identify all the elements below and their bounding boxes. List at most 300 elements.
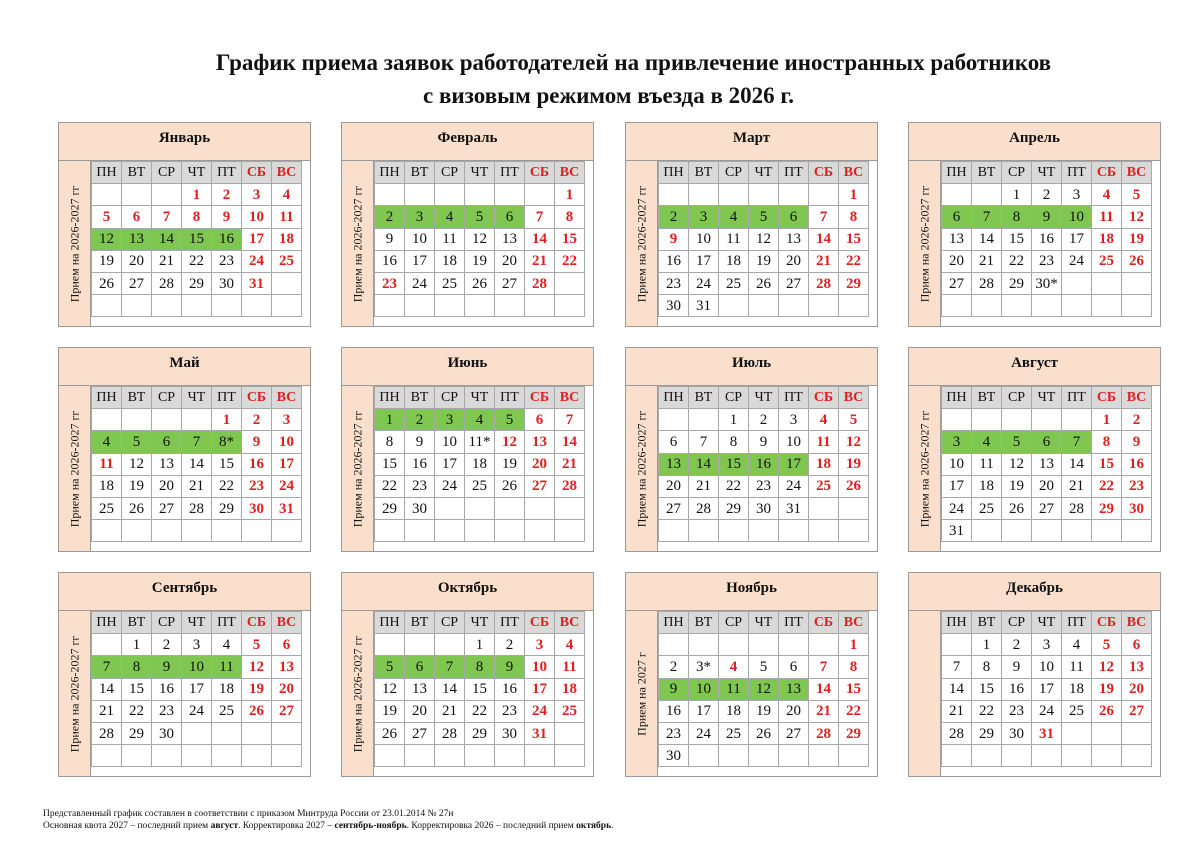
week-row: [375, 475, 585, 497]
empty-cell: [495, 745, 525, 767]
day-cell: 23: [405, 475, 435, 497]
empty-cell: [242, 295, 272, 317]
weekday-header: ВС: [839, 612, 869, 634]
day-cell: 27: [1122, 700, 1152, 722]
day-cell: 19: [839, 453, 869, 475]
day-cell: 12: [495, 431, 525, 453]
day-cell: 15: [122, 678, 152, 700]
empty-cell: [689, 520, 719, 542]
day-cell: 24: [689, 722, 719, 744]
empty-cell: [375, 634, 405, 656]
empty-cell: [122, 409, 152, 431]
day-cell: 31: [689, 295, 719, 317]
day-cell: 9: [212, 206, 242, 228]
day-cell: 16: [405, 453, 435, 475]
empty-cell: [525, 184, 555, 206]
day-cell: 17: [242, 228, 272, 250]
day-cell: 24: [435, 475, 465, 497]
week-row: [92, 250, 302, 272]
day-cell: 9: [659, 678, 689, 700]
month-name: Февраль: [342, 123, 593, 161]
week-row: [92, 634, 302, 656]
day-cell: 25: [1062, 700, 1092, 722]
day-cell: 30: [749, 497, 779, 519]
empty-cell: [719, 184, 749, 206]
day-cell: 31: [1032, 722, 1062, 744]
week-row: [92, 656, 302, 678]
weekday-header: ВТ: [122, 387, 152, 409]
page-subtitle: с визовым режимом въезда в 2026 г.: [423, 83, 794, 108]
empty-cell: [272, 520, 302, 542]
intake-period-label: [342, 386, 374, 551]
weekday-header: ВС: [839, 162, 869, 184]
day-cell: 14: [555, 431, 585, 453]
day-cell: 6: [1032, 431, 1062, 453]
intake-period-label: [59, 611, 91, 776]
day-cell: 18: [1092, 228, 1122, 250]
day-cell: 12: [122, 453, 152, 475]
day-cell: 26: [465, 272, 495, 294]
day-cell: 27: [272, 700, 302, 722]
week-row: [92, 206, 302, 228]
empty-cell: [1032, 295, 1062, 317]
day-cell: 21: [1062, 475, 1092, 497]
day-cell: 21: [525, 250, 555, 272]
empty-cell: [435, 184, 465, 206]
empty-cell: [525, 497, 555, 519]
weekday-header: ЧТ: [465, 162, 495, 184]
week-row: [942, 453, 1152, 475]
week-row: [375, 656, 585, 678]
day-cell: 19: [465, 250, 495, 272]
day-cell: 15: [1092, 453, 1122, 475]
day-cell: 16: [495, 678, 525, 700]
weekday-header: СР: [152, 162, 182, 184]
day-cell: 14: [92, 678, 122, 700]
day-cell: 8*: [212, 431, 242, 453]
week-row: [942, 228, 1152, 250]
weekday-header: ВТ: [405, 612, 435, 634]
day-cell: 9: [659, 228, 689, 250]
day-cell: 10: [1062, 206, 1092, 228]
day-cell: 5: [749, 656, 779, 678]
weekday-header: СР: [152, 387, 182, 409]
day-cell: 30: [242, 497, 272, 519]
day-cell: 14: [182, 453, 212, 475]
day-cell: 17: [525, 678, 555, 700]
week-row: [92, 475, 302, 497]
day-cell: 23: [212, 250, 242, 272]
day-cell: 28: [972, 272, 1002, 294]
day-cell: 5: [1002, 431, 1032, 453]
intake-period-text: Прием на 2026-2027 гг: [917, 185, 931, 302]
empty-cell: [212, 520, 242, 542]
footer-note: Представленный график составлен в соответствии с приказом Минтруда России от 23.01.2014 № 27н: [43, 809, 454, 819]
empty-cell: [779, 634, 809, 656]
day-cell: 11: [972, 453, 1002, 475]
empty-cell: [375, 745, 405, 767]
empty-cell: [1032, 409, 1062, 431]
week-row: [659, 678, 869, 700]
day-cell: 13: [272, 656, 302, 678]
day-cell: 13: [152, 453, 182, 475]
days-table: [941, 386, 1152, 542]
week-row: [659, 497, 869, 519]
day-cell: 7: [809, 656, 839, 678]
weekday-header: ВС: [555, 387, 585, 409]
weekday-header: ВС: [272, 612, 302, 634]
day-cell: 21: [182, 475, 212, 497]
day-cell: 26: [749, 722, 779, 744]
empty-cell: [272, 295, 302, 317]
month-name: Сентябрь: [59, 573, 310, 611]
day-cell: 1: [839, 634, 869, 656]
day-cell: 2: [495, 634, 525, 656]
intake-period-label: [342, 161, 374, 326]
day-cell: 4: [809, 409, 839, 431]
day-cell: 22: [839, 250, 869, 272]
weekday-header: ВС: [1122, 612, 1152, 634]
empty-cell: [182, 295, 212, 317]
empty-cell: [92, 409, 122, 431]
day-cell: 2: [659, 206, 689, 228]
empty-cell: [659, 634, 689, 656]
empty-cell: [942, 745, 972, 767]
day-cell: 29: [375, 497, 405, 519]
empty-cell: [1122, 722, 1152, 744]
day-cell: 16: [749, 453, 779, 475]
weekday-header: ЧТ: [749, 387, 779, 409]
day-cell: 6: [779, 656, 809, 678]
day-cell: 4: [719, 656, 749, 678]
day-cell: 6: [942, 206, 972, 228]
day-cell: 28: [809, 722, 839, 744]
day-cell: 11: [719, 678, 749, 700]
empty-cell: [92, 520, 122, 542]
day-cell: 17: [1062, 228, 1092, 250]
day-cell: 17: [942, 475, 972, 497]
day-cell: 3: [779, 409, 809, 431]
day-cell: 1: [122, 634, 152, 656]
day-cell: 13: [525, 431, 555, 453]
week-row: [942, 295, 1152, 317]
weekday-header: ВС: [272, 162, 302, 184]
day-cell: 20: [779, 250, 809, 272]
day-cell: 19: [749, 250, 779, 272]
empty-cell: [1062, 722, 1092, 744]
day-cell: 1: [1002, 184, 1032, 206]
empty-cell: [405, 295, 435, 317]
day-cell: 5: [242, 634, 272, 656]
day-cell: 10: [405, 228, 435, 250]
day-cell: 20: [525, 453, 555, 475]
empty-cell: [405, 745, 435, 767]
day-cell: 25: [1092, 250, 1122, 272]
week-row: [659, 634, 869, 656]
day-cell: 25: [92, 497, 122, 519]
empty-cell: [92, 184, 122, 206]
month-block: [341, 572, 594, 777]
days-table: [658, 611, 869, 767]
empty-cell: [749, 634, 779, 656]
day-cell: 17: [405, 250, 435, 272]
day-cell: 3: [435, 409, 465, 431]
empty-cell: [809, 295, 839, 317]
days-table: [941, 161, 1152, 317]
day-cell: 22: [719, 475, 749, 497]
week-row: [375, 745, 585, 767]
day-cell: 19: [749, 700, 779, 722]
empty-cell: [1032, 745, 1062, 767]
day-cell: 22: [839, 700, 869, 722]
weekday-header: СБ: [809, 387, 839, 409]
day-cell: 29: [719, 497, 749, 519]
day-cell: 21: [942, 700, 972, 722]
day-cell: 6: [659, 431, 689, 453]
empty-cell: [465, 184, 495, 206]
day-cell: 7: [689, 431, 719, 453]
day-cell: 12: [1002, 453, 1032, 475]
day-cell: 1: [212, 409, 242, 431]
day-cell: 27: [659, 497, 689, 519]
day-cell: 9: [152, 656, 182, 678]
day-cell: 13: [405, 678, 435, 700]
day-cell: 22: [182, 250, 212, 272]
day-cell: 17: [435, 453, 465, 475]
day-cell: 25: [435, 272, 465, 294]
day-cell: 5: [1122, 184, 1152, 206]
day-cell: 22: [465, 700, 495, 722]
empty-cell: [1062, 295, 1092, 317]
weekday-header: ЧТ: [182, 387, 212, 409]
day-cell: 29: [839, 722, 869, 744]
weekday-header: ВТ: [972, 387, 1002, 409]
intake-period-text: Прием на 2027 г: [634, 651, 648, 736]
week-row: [942, 431, 1152, 453]
day-cell: 4: [1092, 184, 1122, 206]
weekday-header: ЧТ: [1032, 387, 1062, 409]
day-cell: 21: [809, 250, 839, 272]
intake-period-text: Прием на 2026-2027 гг: [350, 635, 364, 752]
day-cell: 11: [92, 453, 122, 475]
day-cell: 3: [1032, 634, 1062, 656]
day-cell: 15: [1002, 228, 1032, 250]
day-cell: 18: [719, 250, 749, 272]
day-cell: 8: [182, 206, 212, 228]
day-cell: 10: [779, 431, 809, 453]
empty-cell: [212, 745, 242, 767]
week-row: [375, 272, 585, 294]
weekday-header: СР: [435, 387, 465, 409]
day-cell: 30: [152, 722, 182, 744]
empty-cell: [1092, 520, 1122, 542]
week-row: [942, 475, 1152, 497]
empty-cell: [1002, 520, 1032, 542]
day-cell: 23: [1002, 700, 1032, 722]
day-cell: 4: [435, 206, 465, 228]
empty-cell: [182, 409, 212, 431]
day-cell: 13: [779, 678, 809, 700]
day-cell: 19: [495, 453, 525, 475]
week-row: [375, 678, 585, 700]
day-cell: 25: [972, 497, 1002, 519]
weekday-header: ПН: [659, 612, 689, 634]
week-row: [375, 409, 585, 431]
weekday-header: ВТ: [405, 162, 435, 184]
day-cell: 8: [465, 656, 495, 678]
days-table: [658, 386, 869, 542]
day-cell: 11: [809, 431, 839, 453]
day-cell: 8: [555, 206, 585, 228]
weekday-header: ЧТ: [749, 162, 779, 184]
day-cell: 30: [495, 722, 525, 744]
intake-period-label: [59, 161, 91, 326]
week-row: [92, 745, 302, 767]
week-row: [92, 184, 302, 206]
days-table: [91, 161, 302, 317]
empty-cell: [152, 520, 182, 542]
weekday-header: ПТ: [495, 162, 525, 184]
week-row: [375, 228, 585, 250]
empty-cell: [375, 520, 405, 542]
week-row: [659, 520, 869, 542]
day-cell: 1: [839, 184, 869, 206]
weekday-header-row: [92, 612, 302, 634]
weekday-header-row: [375, 162, 585, 184]
day-cell: 23: [1032, 250, 1062, 272]
weekday-header: СР: [1002, 387, 1032, 409]
weekday-header: СБ: [242, 162, 272, 184]
day-cell: 23: [749, 475, 779, 497]
month-block: [58, 122, 311, 327]
empty-cell: [779, 520, 809, 542]
weekday-header: ПН: [659, 387, 689, 409]
day-cell: 7: [152, 206, 182, 228]
weekday-header: ВС: [272, 387, 302, 409]
empty-cell: [1002, 295, 1032, 317]
day-cell: 16: [242, 453, 272, 475]
month-name: Июль: [626, 348, 877, 386]
empty-cell: [809, 497, 839, 519]
empty-cell: [555, 745, 585, 767]
weekday-header: ЧТ: [465, 387, 495, 409]
week-row: [375, 206, 585, 228]
day-cell: 7: [972, 206, 1002, 228]
day-cell: 10: [182, 656, 212, 678]
day-cell: 20: [1032, 475, 1062, 497]
empty-cell: [689, 409, 719, 431]
week-row: [92, 272, 302, 294]
weekday-header: ВС: [555, 612, 585, 634]
month-name: Апрель: [909, 123, 1160, 161]
empty-cell: [1062, 272, 1092, 294]
empty-cell: [719, 520, 749, 542]
day-cell: 9: [495, 656, 525, 678]
day-cell: 7: [555, 409, 585, 431]
weekday-header-row: [942, 387, 1152, 409]
day-cell: 22: [375, 475, 405, 497]
day-cell: 24: [242, 250, 272, 272]
day-cell: 24: [942, 497, 972, 519]
weekday-header: ВС: [839, 387, 869, 409]
day-cell: 26: [749, 272, 779, 294]
empty-cell: [839, 295, 869, 317]
day-cell: 20: [495, 250, 525, 272]
empty-cell: [659, 520, 689, 542]
empty-cell: [465, 745, 495, 767]
day-cell: 23: [659, 272, 689, 294]
week-row: [942, 745, 1152, 767]
weekday-header: ЧТ: [182, 612, 212, 634]
weekday-header-row: [659, 612, 869, 634]
day-cell: 12: [1092, 656, 1122, 678]
empty-cell: [555, 295, 585, 317]
day-cell: 18: [1062, 678, 1092, 700]
day-cell: 15: [555, 228, 585, 250]
day-cell: 16: [375, 250, 405, 272]
empty-cell: [1122, 745, 1152, 767]
day-cell: 18: [555, 678, 585, 700]
weekday-header: ВС: [555, 162, 585, 184]
day-cell: 13: [942, 228, 972, 250]
intake-period-label: [626, 161, 658, 326]
day-cell: 7: [435, 656, 465, 678]
day-cell: 15: [719, 453, 749, 475]
day-cell: 29: [1002, 272, 1032, 294]
day-cell: 28: [942, 722, 972, 744]
week-row: [942, 497, 1152, 519]
week-row: [659, 453, 869, 475]
empty-cell: [1092, 295, 1122, 317]
day-cell: 26: [1002, 497, 1032, 519]
month-block: [341, 347, 594, 552]
day-cell: 7: [942, 656, 972, 678]
empty-cell: [495, 497, 525, 519]
day-cell: 24: [182, 700, 212, 722]
weekday-header: ПН: [375, 612, 405, 634]
intake-period-text: Прием на 2026-2027 гг: [350, 185, 364, 302]
empty-cell: [1122, 520, 1152, 542]
day-cell: 2: [749, 409, 779, 431]
day-cell: 19: [92, 250, 122, 272]
day-cell: 10: [689, 678, 719, 700]
day-cell: 16: [659, 700, 689, 722]
day-cell: 18: [272, 228, 302, 250]
day-cell: 22: [212, 475, 242, 497]
day-cell: 21: [435, 700, 465, 722]
day-cell: 9: [1032, 206, 1062, 228]
day-cell: 29: [212, 497, 242, 519]
month-block: [625, 347, 878, 552]
day-cell: 10: [435, 431, 465, 453]
empty-cell: [182, 745, 212, 767]
day-cell: 29: [972, 722, 1002, 744]
empty-cell: [525, 745, 555, 767]
empty-cell: [972, 409, 1002, 431]
day-cell: 28: [525, 272, 555, 294]
month-block: [341, 122, 594, 327]
day-cell: 6: [152, 431, 182, 453]
day-cell: 28: [555, 475, 585, 497]
empty-cell: [659, 184, 689, 206]
intake-period-label: [342, 611, 374, 776]
day-cell: 8: [122, 656, 152, 678]
day-cell: 6: [779, 206, 809, 228]
empty-cell: [122, 295, 152, 317]
days-table: [374, 386, 585, 542]
month-name: Декабрь: [909, 573, 1160, 611]
day-cell: 17: [1032, 678, 1062, 700]
